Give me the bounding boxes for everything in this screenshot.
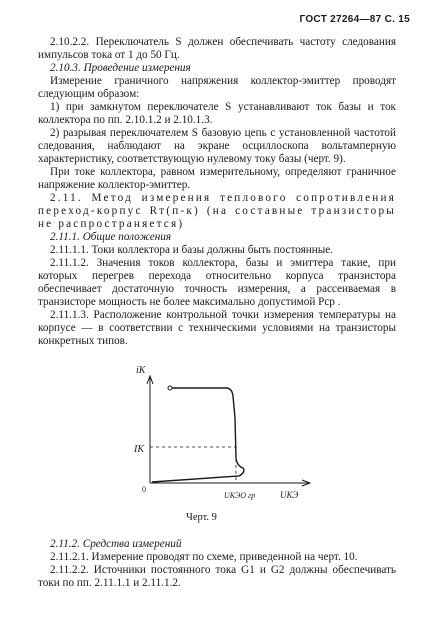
figure-caption: Черт. 9 bbox=[186, 512, 217, 523]
origin-label: 0 bbox=[142, 485, 146, 494]
x-axis-label: UКЭ bbox=[280, 490, 299, 500]
paragraph-2-11-2-2: 2.11.2.2. Источники постоянного тока G1 и G2 должны обеспечивать токи по пп. 2.11.1.1 и 2.11.1.2. bbox=[38, 564, 396, 589]
curve-start-point bbox=[168, 386, 172, 390]
paragraph-step-2: 2) разрывая переключателем S базовую цепь с установленной частотой следования, наблюдают на экране осциллоскопа вольтамперную характеристику, соответствующую нулевому току базы (черт. 9). bbox=[38, 127, 396, 165]
paragraph-boundary-voltage: При токе коллектора, равном измерительному, определяют граничное напряжение коллектор-эмиттер. bbox=[38, 166, 396, 191]
paragraph-step-1: 1) при замкнутом переключателе S устанавливают ток базы и ток коллектора по пп. 2.10.1.2 и 2.10.1.3. bbox=[38, 101, 396, 126]
section-heading-2-11-1: 2.11.1. Общие положения bbox=[50, 231, 172, 243]
figure-9-chart bbox=[130, 358, 330, 508]
body-text bbox=[38, 36, 396, 348]
paragraph-2-11-2-1: 2.11.2.1. Измерение проводят по схеме, приведенной на черт. 10. bbox=[50, 551, 358, 563]
bottom-text bbox=[38, 538, 396, 590]
paragraph-2-11-1-1: 2.11.1.1. Токи коллектора и базы должны быть постоянные. bbox=[50, 244, 334, 256]
page-header: ГОСТ 27264—87 С. 15 bbox=[299, 14, 410, 25]
section-heading-2-11-2: 2.11.2. Средства измерений bbox=[50, 538, 182, 550]
paragraph-2-11-1-3: 2.11.1.3. Расположение контрольной точки измерения температуры на корпусе — в соответствии с техническими условиями на транзисторы конкретных типов. bbox=[38, 309, 396, 347]
y-axis-label: iК bbox=[136, 365, 146, 376]
paragraph-2-11-1-2: 2.11.1.2. Значения токов коллектора, базы и эмиттера такие, при которых перегрев перехода относительно корпуса транзистора обеспечивает достаточную точность измерения, а рассеиваемая в транзисторе мощность не более максимально допустимой Pср . bbox=[38, 257, 396, 308]
paragraph-measurement-intro: Измерение граничного напряжения коллектор-эмиттер проводят следующим образом: bbox=[38, 75, 396, 100]
section-heading-2-11: 2.11. Метод измерения теплового сопротивления переход-корпус Rт(п-к) (на составные транзисторы не распространяется) bbox=[38, 192, 396, 230]
paragraph-2-10-2-2: 2.10.2.2. Переключатель S должен обеспечивать частоту следования импульсов тока от 1 до 50 Гц. bbox=[38, 36, 396, 61]
section-heading-2-10-3: 2.10.3. Проведение измерения bbox=[50, 62, 191, 74]
volt-ampere-curve bbox=[152, 388, 244, 482]
current-level-label: IК bbox=[134, 444, 144, 455]
voltage-marker-label: UКЭО гр bbox=[224, 491, 256, 500]
